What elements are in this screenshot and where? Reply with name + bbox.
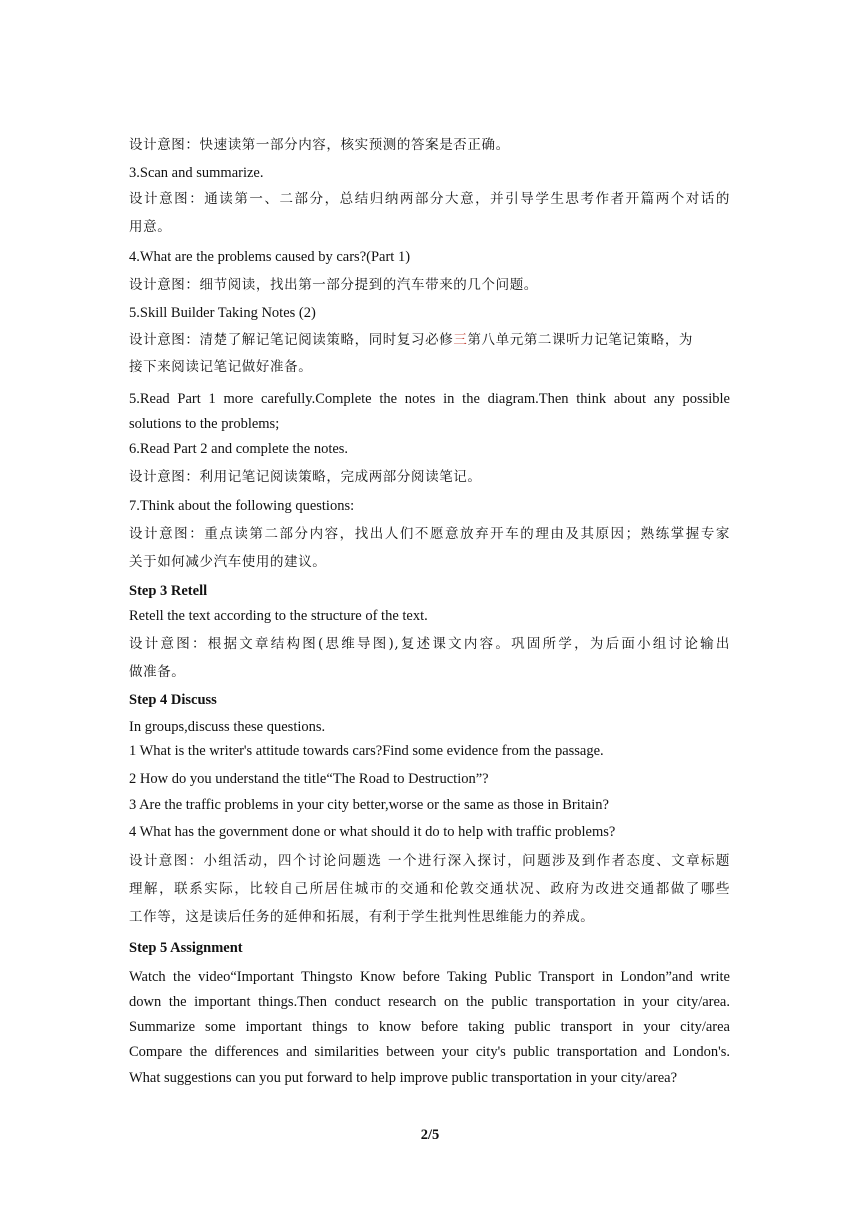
step-heading: Step 4 Discuss (129, 692, 217, 708)
activity-line: In groups,discuss these questions. (129, 719, 326, 735)
activity-line: 5.Skill Builder Taking Notes (2) (129, 305, 316, 321)
activity-line: 6.Read Part 2 and complete the notes. (129, 441, 349, 457)
activity-line: 3.Scan and summarize. (129, 165, 264, 181)
step-heading: Step 5 Assignment (129, 940, 243, 956)
text-segment: 设计意图：清楚了解记笔记阅读策略，同时复习必修 (129, 332, 454, 348)
design-intent-line: 关于如何减少汽车使用的建议。 (129, 554, 327, 570)
design-intent-line: 设计意图：重点读第二部分内容，找出人们不愿意放弃开车的理由及其原因；熟练掌握专家 (129, 526, 730, 542)
discussion-question: 2 How do you understand the title“The Road to Destruction”? (129, 771, 489, 787)
design-intent-line: 设计意图：快速读第一部分内容，核实预测的答案是否正确。 (129, 137, 510, 153)
text-segment: 第八单元第二课听力记笔记策略，为 (467, 332, 694, 348)
assignment-line: Summarize some important things to know before taking public transport in your city/area (129, 1019, 730, 1035)
page-number: 2/5 (420, 1127, 440, 1143)
design-intent-line (129, 330, 730, 350)
activity-line: 5.Read Part 1 more carefully.Complete the notes in the diagram.Then think about any possible (129, 391, 730, 407)
design-intent-line: 设计意图：小组活动，四个讨论问题选 一个进行深入探讨，问题涉及到作者态度、文章标题 (129, 853, 730, 869)
discussion-question: 3 Are the traffic problems in your city better,worse or the same as those in Britain? (129, 797, 609, 813)
design-intent-line: 工作等，这是读后任务的延伸和拓展，有利于学生批判性思维能力的养成。 (129, 909, 595, 925)
assignment-line: Compare the differences and similarities between your city's public transportation and London's. (129, 1044, 730, 1060)
design-intent-line: 设计意图：根据文章结构图(思维导图),复述课文内容。巩固所学，为后面小组讨论输出 (129, 636, 730, 652)
design-intent-line: 做准备。 (129, 664, 186, 680)
design-intent-line: 设计意图：通读第一、二部分，总结归纳两部分大意，并引导学生思考作者开篇两个对话的 (129, 191, 730, 207)
activity-line: Retell the text according to the structure of the text. (129, 608, 428, 624)
assignment-line: What suggestions can you put forward to help improve public transportation in your city/area? (129, 1070, 678, 1086)
activity-line: solutions to the problems; (129, 416, 280, 432)
step-heading: Step 3 Retell (129, 583, 208, 599)
design-intent-line: 理解，联系实际，比较自己所居住城市的交通和伦敦交通状况、政府为改进交通都做了哪些 (129, 881, 730, 897)
assignment-line: Watch the video“Important Thingsto Know before Taking Public Transport in London”and write (129, 969, 730, 985)
activity-line: 4.What are the problems caused by cars?(Part 1) (129, 249, 411, 265)
activity-line: 7.Think about the following questions: (129, 498, 355, 514)
design-intent-line: 接下来阅读记笔记做好准备。 (129, 359, 313, 375)
design-intent-line: 用意。 (129, 219, 172, 235)
design-intent-line: 设计意图：利用记笔记阅读策略，完成两部分阅读笔记。 (129, 469, 482, 485)
highlighted-text: 三 (453, 332, 468, 348)
discussion-question: 1 What is the writer's attitude towards cars?Find some evidence from the passage. (129, 743, 604, 759)
discussion-question: 4 What has the government done or what should it do to help with traffic problems? (129, 824, 616, 840)
design-intent-line: 设计意图：细节阅读，找出第一部分提到的汽车带来的几个问题。 (129, 277, 538, 293)
assignment-line: down the important things.Then conduct research on the public transportation in your city/area. (129, 994, 730, 1010)
